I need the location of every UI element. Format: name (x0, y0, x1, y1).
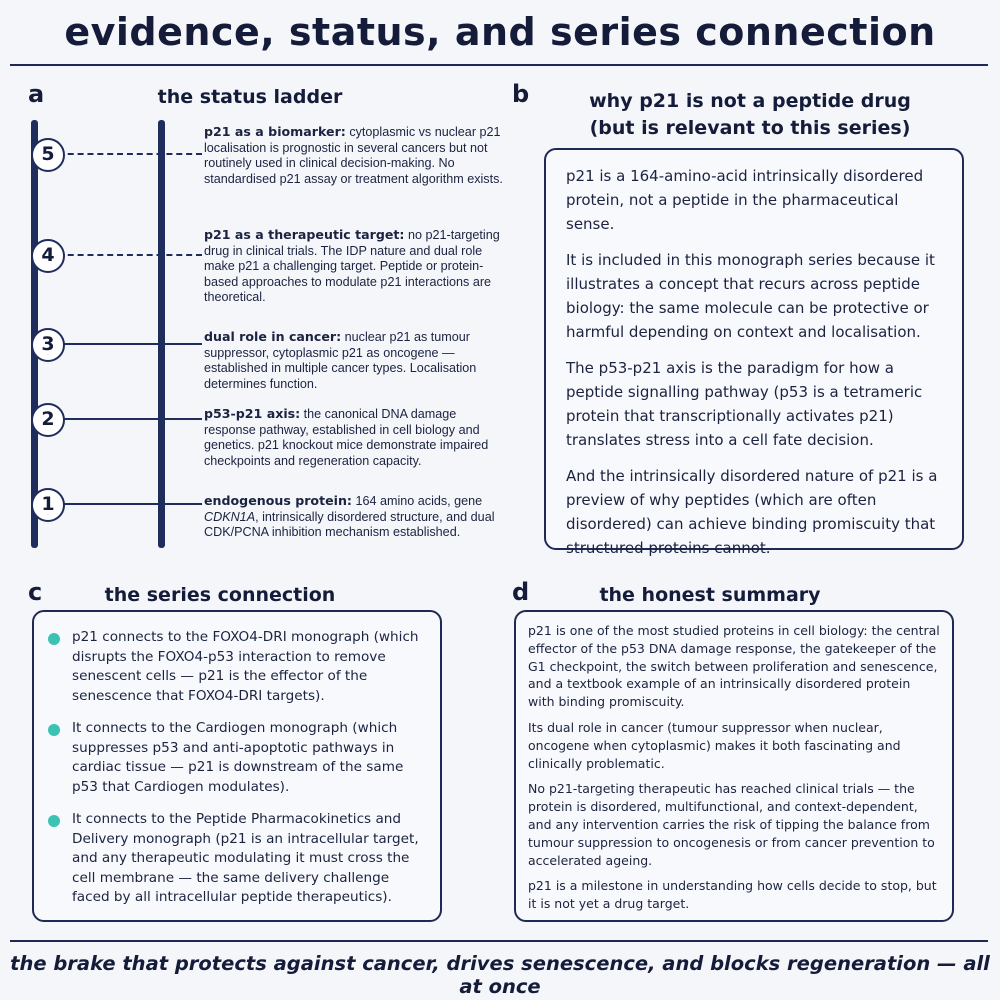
panel-b-label: b (512, 80, 530, 108)
series-connection-text: It connects to the Peptide Pharmacokinetics and Delivery monograph (p21 is an intracellular target, and any therapeutic modulating it must cross the cell membrane — the same delivery challenge faced by all intracellular peptide therapeutics). (72, 811, 419, 905)
bullet-dot-icon (48, 724, 60, 736)
relevance-paragraph: The p53-p21 axis is the paradigm for how a peptide signalling pathway (p53 is a tetrameric protein that transcriptionally activates p21) translates stress into a cell fate decision. (566, 359, 923, 449)
step-5-text: cytoplasmic vs nuclear p21 localisation is prognostic in several cancers but not routinely used in clinical decision-making. No standardised p21 assay or treatment algorithm exists. (204, 125, 503, 186)
step-5-circle: 5 (31, 138, 65, 172)
step-1-gene: CDKN1A (204, 509, 256, 524)
step-5-description (204, 124, 504, 187)
bullet-dot-icon (48, 815, 60, 827)
step-3-text: nuclear p21 as tumour suppressor, cytoplasmic p21 as oncogene — established in multiple cancer types. Localisation determines function. (204, 330, 477, 391)
step-2-text: the canonical DNA damage response pathway, established in cell biology and genetics. p21 knockout mice demonstrate impaired checkpoints and regeneration capacity. (204, 407, 489, 468)
step-1-heading: endogenous protein: (204, 493, 352, 508)
ladder-rung-2 (48, 418, 202, 420)
relevance-paragraph: And the intrinsically disordered nature of p21 is a preview of why peptides (which are often disordered) can achieve binding promiscuity that structured proteins cannot. (566, 467, 938, 557)
panel-a-title: the status ladder (157, 86, 343, 108)
panel-c-label: c (28, 578, 43, 606)
step-4-text: no p21-targeting drug in clinical trials. The IDP nature and dual role make p21 a challenging target. Peptide or protein-based approaches to modulate p21 interactions are theoretical. (204, 228, 500, 305)
series-connection-text: p21 connects to the FOXO4-DRI monograph (which disrupts the FOXO4-p53 interaction to remove senescent cells — p21 is the effector of the senescence that FOXO4-DRI targets). (72, 629, 419, 704)
relevance-paragraph: It is included in this monograph series because it illustrates a concept that recurs across peptide biology: the same molecule can be protective or harmful depending on context and localisation. (566, 251, 935, 341)
step-5-heading: p21 as a biomarker: (204, 124, 346, 139)
step-2-circle: 2 (31, 403, 65, 437)
page-title: evidence, status, and series connection (64, 10, 936, 54)
step-4-description (204, 227, 504, 306)
step-1-circle: 1 (31, 488, 65, 522)
footer-tagline: the brake that protects against cancer, drives senescence, and blocks regeneration — all at once (10, 952, 990, 998)
panel-d-label: d (512, 578, 530, 606)
ladder-right-rail (158, 120, 165, 548)
step-3-circle: 3 (31, 328, 65, 362)
panel-c-title: the series connection (104, 584, 336, 606)
list-item (48, 628, 426, 706)
step-2-description (204, 406, 504, 469)
relevance-box (544, 148, 964, 557)
list-item (48, 810, 426, 908)
relevance-paragraph: p21 is a 164-amino-acid intrinsically disordered protein, not a peptide in the pharmaceutical sense. (566, 167, 924, 233)
panel-b-title-line2: (but is relevant to this series) (589, 117, 911, 139)
summary-paragraph: p21 is a milestone in understanding how cells decide to stop, but it is not yet a drug target. (528, 878, 937, 912)
step-1-text-pre: 164 amino acids, gene (351, 494, 483, 508)
summary-paragraph: p21 is one of the most studied proteins in cell biology: the central effector of the p53 DNA damage response, the gatekeeper of the G1 checkpoint, the switch between proliferation and senescence, and a textbook example of an intrinsically disordered protein with binding promiscuity. (528, 623, 940, 710)
summary-paragraph: Its dual role in cancer (tumour suppressor when nuclear, oncogene when cytoplasmic) makes it both fascinating and clinically problematic. (528, 719, 901, 771)
bottom-divider (10, 940, 988, 942)
panel-b-title (560, 88, 940, 142)
top-divider (10, 64, 988, 66)
series-connection-box (32, 610, 442, 922)
series-connection-text: It connects to the Cardiogen monograph (which suppresses p53 and anti-apoptotic pathways in cardiac tissue — p21 is downstream of the same p53 that Cardiogen modulates). (72, 720, 404, 795)
list-item (48, 719, 426, 797)
step-4-heading: p21 as a therapeutic target: (204, 227, 405, 242)
step-1-description (204, 493, 504, 541)
step-1-text-post: , intrinsically disordered structure, and dual CDK/PCNA inhibition mechanism established. (204, 509, 495, 540)
ladder-rung-4 (48, 254, 202, 256)
ladder-rung-5 (48, 153, 202, 155)
step-4-circle: 4 (31, 239, 65, 273)
step-3-heading: dual role in cancer: (204, 329, 342, 344)
step-3-description (204, 329, 504, 392)
ladder-rung-1 (48, 503, 202, 505)
panel-a-label: a (28, 80, 45, 108)
panel-b-title-line1: why p21 is not a peptide drug (589, 90, 911, 112)
bullet-dot-icon (48, 633, 60, 645)
ladder-rung-3 (48, 343, 202, 345)
step-2-heading: p53-p21 axis: (204, 406, 301, 421)
summary-paragraph: No p21-targeting therapeutic has reached clinical trials — the protein is disordered, multifunctional, and context-dependent, and any intervention carries the risk of tipping the balance from tumour suppression to oncogenesis or from cancer prevention to accelerated ageing. (528, 781, 935, 868)
honest-summary-box (514, 610, 954, 922)
panel-d-title: the honest summary (599, 584, 821, 606)
